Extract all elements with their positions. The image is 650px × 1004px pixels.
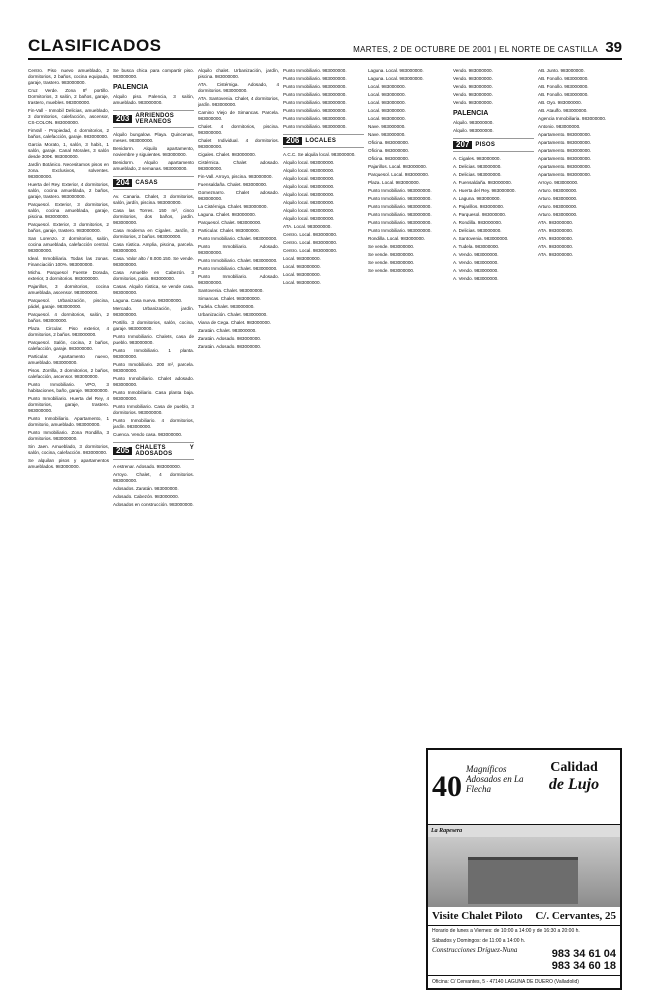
- classified-ad: Alquilo local. 983000000.: [283, 160, 335, 165]
- classified-ad: Punto Inmobiliario. 983000000.: [283, 108, 347, 113]
- category-name: LOCALES: [305, 138, 337, 144]
- classified-ad: Pajarillos, 3 dormitorios, cocina amueblada, ascensor. 983000000.: [28, 284, 109, 295]
- category-name: CASAS: [135, 180, 158, 186]
- classified-ad: Huerta del Rey. Exterior, 4 dormitorios, salón, cocina amueblada, 2 baños, garaje, trastero. 983000000.: [28, 182, 109, 199]
- classified-ad: Punto Inmobiliario. 983000000.: [368, 188, 432, 193]
- classified-ad: Cistérnica. Chalet adosado. 983000000.: [198, 160, 279, 171]
- classified-ad: Local. 983000000.: [368, 100, 406, 105]
- classified-ad: Pajarillos. Local. 983000000.: [368, 164, 427, 169]
- classified-ad: Punto Inmobiliario. Casa planta baja. 983000000.: [113, 390, 194, 401]
- classified-ad: Punto Inmobiliario. 983000000.: [283, 124, 347, 129]
- classified-ad: Chalet. 4 dormitorios, piscina. 983000000.: [198, 124, 279, 135]
- classified-ad: Plaza. Local. 983000000.: [368, 180, 420, 185]
- classified-ad: Casa las Torres. 150 m², cinco dormitorios, dos baños, jardín. 983000000.: [113, 208, 194, 225]
- classified-ad: Punto Inmobiliario. Chalet. 983000000.: [198, 258, 278, 263]
- classified-ad: Garcia Morato, 1, salón, 3 habit., 1 salón, garaje. Canal Morales, 3 salón desde 300€. 983000000.: [28, 142, 109, 159]
- classified-ad: A. Tudela. 983000000.: [453, 244, 500, 249]
- classified-ad: Parquesol. Local. 983000000.: [368, 172, 430, 177]
- classified-ad: A. Huerta del Rey. 983000000.: [453, 188, 516, 193]
- classified-ad: Adosados en construcción. 983000000.: [113, 502, 194, 507]
- classified-ad: Arroyo. 983000000.: [538, 180, 579, 185]
- classified-ad: Alquilo local. 983000000.: [283, 200, 335, 205]
- classified-ad: Laguna. Local. 983000000.: [368, 68, 424, 73]
- ad-slogan: Magníficos Adosados en La Flecha: [466, 764, 524, 794]
- ad-calidad: Calidad: [550, 760, 598, 775]
- classified-ad: Alquilo local. 983000000.: [283, 176, 335, 181]
- classified-ad: Parquesol. Exterior, 3 dormitorios, 2 baños, garaje, trastero. 983000000.: [28, 222, 109, 233]
- page-number: 39: [605, 39, 622, 56]
- classified-ad: A estrenar. Adosado. 983000000.: [113, 464, 181, 469]
- house-photo: [428, 837, 620, 907]
- classified-column: [198, 68, 279, 998]
- classified-ad: Rondilla. Local. 983000000.: [368, 236, 425, 241]
- classified-ad: A. Delicias. 983000000.: [453, 172, 502, 177]
- classified-ad: Zaratán. Chalet. 983000000.: [198, 328, 257, 333]
- classified-ad: A. Delicias. 983000000.: [453, 164, 502, 169]
- ad-visite: Visite Chalet Piloto: [432, 910, 523, 922]
- classified-ad: Alquilo local. 983000000.: [283, 184, 335, 189]
- classified-ad: Alquilo. 983000000.: [453, 120, 494, 125]
- classified-ad: A. Rondilla. 983000000.: [453, 220, 503, 225]
- ad-brand: La Rapesera: [431, 828, 463, 834]
- category-number: 207: [453, 141, 472, 149]
- classified-ad: Punto Inmobiliario. 983000000.: [368, 212, 432, 217]
- classified-ad: Laguna. Casa nueva. 983000000.: [113, 298, 183, 303]
- classified-ad: Benidorm. Alquilo apartamento, noviembre y siguientes. 983000000.: [113, 146, 194, 157]
- classified-ad: Local. 983000000.: [368, 116, 406, 121]
- classified-ad: Fin-Vall - Inmobil Delicias, amueblado, 3 dormitorios, calefacción, ascensor, CS-COLON. 983000000.: [28, 108, 109, 125]
- classified-ad: Centro. Local. 983000000.: [283, 240, 338, 245]
- classified-ad: Local. 983000000.: [283, 280, 321, 285]
- classified-ad: Adosados. Zaratán. 983000000.: [113, 486, 179, 491]
- classified-ad: ATA. 983000000.: [538, 236, 574, 241]
- classified-ad: Vendo. 983000000.: [453, 84, 493, 89]
- ad-phone: 983 34 61 04: [551, 948, 616, 960]
- classified-ad: Punto Inmobiliario. Adosado. 983000000.: [198, 274, 279, 285]
- classified-ad: Punto Inmobiliario. Apartamento, 1 dormitorio, amueblado. 983000000.: [28, 416, 109, 427]
- classified-ad: Cruz Verde. Zona 8º portillo. Dormitorios, 3 salón, 2 baños, garaje, trastero, muebles. 983000000.: [28, 88, 109, 105]
- ad-de-lujo: de Lujo: [548, 776, 600, 793]
- classified-ad: Alquilo local. 983000000.: [283, 168, 335, 173]
- category-number: 205: [113, 447, 132, 455]
- classified-ad: La Cistérniga. Chalet. 983000000.: [198, 204, 268, 209]
- classified-ad: Parquesol. Urbanización, piscina, pádel, garaje. 983000000.: [28, 298, 109, 309]
- classified-ad: Punto Inmobiliario. 4 dormitorios, jardín. 983000000.: [113, 418, 194, 429]
- classified-ad: Chalet Individual. 4 dormitorios. 983000000.: [198, 138, 279, 149]
- classified-ad: Arturo. 983000000.: [538, 212, 578, 217]
- classified-ad: Mercado. Urbanización, jardín. 983000000.: [113, 306, 194, 317]
- classified-ad: Centro. Local. 983000000.: [283, 248, 338, 253]
- classified-ad: Casas. Alquilo rústica, se vende casa. 983000000.: [113, 284, 194, 295]
- category-header: [113, 442, 194, 460]
- classified-ad: Parquesol. 4 dormitorios, salón, 2 baños. 983000000.: [28, 312, 109, 323]
- house-icon: [468, 857, 578, 904]
- classified-ad: Alquilo. 983000000.: [453, 128, 494, 133]
- classified-ad: Local. 983000000.: [283, 272, 321, 277]
- classified-column: [283, 68, 364, 998]
- classified-ad: Nave. 983000000.: [368, 132, 406, 137]
- classified-ad: AB. Fonollo. 983000000.: [538, 76, 589, 81]
- classified-ad: Camino Viejo de Simancas. Parcela. 983000000.: [198, 110, 279, 121]
- classified-ad: Cigales. Chalet. 983000000.: [198, 152, 256, 157]
- classified-ad: Local. 983000000.: [368, 84, 406, 89]
- category-header: [113, 110, 194, 128]
- subsection-heading: PALENCIA: [453, 110, 489, 117]
- classified-ad: Punto Inmobiliario. Casa de pueblo, 3 dormitorios. 983000000.: [113, 404, 194, 415]
- classified-ad: Parquesol. Salón, cocina, 2 baños, calefacción, garaje. 983000000.: [28, 340, 109, 351]
- classified-ad: Gomeznarro. Chalet adosado. 983000000.: [198, 190, 279, 201]
- classified-ad: Portillo. 3 dormitorios, salón, cocina, garaje. 983000000.: [113, 320, 194, 331]
- classified-ad: Punto Inmobiliario. Adosado. 983000000.: [198, 244, 279, 255]
- classified-ad: Jardín Botánico. Necesitamos pisos en zona. Exclusivos, solventes. 983000000.: [28, 162, 109, 179]
- classified-ad: Alquilo local. 983000000.: [283, 208, 335, 213]
- classified-ad: AB. Fonollo. 983000000.: [538, 84, 589, 89]
- classified-ad: Michu. Parquesol Fuente Dorada, exterior, 3 dormitorios. 983000000.: [28, 270, 109, 281]
- classified-ad: Local. 983000000.: [283, 264, 321, 269]
- classified-column: [28, 68, 109, 998]
- classified-ad: Oficina. 983000000.: [368, 156, 410, 161]
- classified-ad: Laguna. Chalet. 983000000.: [198, 212, 256, 217]
- classified-ad: Alquilo local. 983000000.: [283, 216, 335, 221]
- classified-ad: A. Parquesol. 983000000.: [453, 212, 507, 217]
- classified-ad: Punto Inmobiliario. 983000000.: [283, 92, 347, 97]
- classified-ad: Fin-Vall. Arroyo, piscina. 983000000.: [198, 174, 273, 179]
- classified-ad: Oficina. 983000000.: [368, 140, 410, 145]
- classified-ad: Alquilo chalet. Urbanización, jardín, piscina. 983000000.: [198, 68, 279, 79]
- classified-ad: Plaza Circular. Piso exterior, 4 dormitorios, 2 baños. 983000000.: [28, 326, 109, 337]
- classified-ad: Ideal. Inmobiliaria. Todas las zonas. Financiación 100%. 983000000.: [28, 256, 109, 267]
- ad-horario: Horario de lunes a Viernes: de 10:00 a 14:00 y de 16:30 a 20:00 h.: [432, 928, 580, 934]
- classified-ad: Nave. 983000000.: [368, 124, 406, 129]
- classified-ad: FinVall - Propiedad, 4 dormitorios, 2 baños, calefacción, garaje. 983000000.: [28, 128, 109, 139]
- classified-ad: ATA. 983000000.: [538, 228, 574, 233]
- classified-ad: Se alquilan pisos y apartamentos amueblados. 983000000.: [28, 458, 109, 469]
- classified-ad: A. Vendo. 983000000.: [453, 252, 499, 257]
- classified-ad: Punto Inmobiliario. Chalets, casa de pueblo. 983000000.: [113, 334, 194, 345]
- ad-calle: C/. Cervantes, 25: [535, 910, 616, 922]
- classified-ad: Centro. Piso nuevo amueblado, 2 dormitorios, 2 baños, cocina equipada, garaje, trastero. 983000000.: [28, 68, 109, 85]
- classified-ad: Se busca chica para compartir piso. 983000000.: [113, 68, 194, 79]
- classified-ad: Agencia Inmobiliaria. 983000000.: [538, 116, 607, 121]
- classified-ad: Arturo. 983000000.: [538, 196, 578, 201]
- category-number: 206: [283, 137, 302, 145]
- ad-visit-line: [428, 907, 620, 926]
- classified-ad: AB. Oyo. 983000000.: [538, 100, 582, 105]
- classified-ad: Local. 983000000.: [368, 108, 406, 113]
- classified-ad: Zaratán. Adosado. 983000000.: [198, 344, 262, 349]
- real-estate-advertisement: [426, 748, 622, 990]
- classified-ad: ATA. Local. 983000000.: [283, 224, 332, 229]
- classified-ad: Punto Inmobiliario. 983000000.: [283, 76, 347, 81]
- classified-ad: Centro. Local. 983000000.: [283, 232, 338, 237]
- classified-ad: A. Cigales. 983000000.: [453, 156, 501, 161]
- classified-ad: A. Laguna. 983000000.: [453, 196, 501, 201]
- classified-ad: Alquilo local. 983000000.: [283, 192, 335, 197]
- classified-ad: AB. Junto. 983000000.: [538, 68, 585, 73]
- classified-ad: Se vende. 983000000.: [368, 244, 415, 249]
- classified-ad: Punto Inmobiliario. Chalet. 983000000.: [198, 236, 278, 241]
- classified-ad: Punto Inmobiliario. 983000000.: [283, 100, 347, 105]
- classified-ad: ATA. 983000000.: [538, 220, 574, 225]
- classified-ad: Viana de Cega. Chalet. 983000000.: [198, 320, 271, 325]
- classified-ad: Zaratán. Adosado. 983000000.: [198, 336, 262, 341]
- classified-ad: Vendo. 983000000.: [453, 92, 493, 97]
- classified-ad: Punto Inmobiliario. 983000000.: [368, 196, 432, 201]
- ad-number: 40: [432, 770, 462, 803]
- classified-ad: AB. Ataulfo. 983000000.: [538, 108, 588, 113]
- classified-ad: Casa Amueble en Cabezón. 3 dormitorios, patio. 983000000.: [113, 270, 194, 281]
- classified-ad: Punto Inmobiliario. 983000000.: [368, 220, 432, 225]
- classified-ad: A. Delicias. 983000000.: [453, 228, 502, 233]
- classified-ad: Se vende. 983000000.: [368, 252, 415, 257]
- classified-column: [113, 68, 194, 998]
- classified-ad: Casa. Valor alto / 8.000.150. Se vende. 983000000.: [113, 256, 194, 267]
- ad-subbrand: Construcciones Dríguez-Nuna: [432, 946, 518, 954]
- category-name: PISOS: [475, 142, 496, 148]
- classified-ad: ATA. 983000000.: [538, 252, 574, 257]
- classified-ad: Fuensaldaña. Chalet. 983000000.: [198, 182, 268, 187]
- classified-ad: Punto Inmobiliario. VPO, 3 habitaciones, baño, garaje. 983000000.: [28, 382, 109, 393]
- classified-ad: Vendo. 983000000.: [453, 100, 493, 105]
- ad-brand-band: [428, 825, 620, 837]
- classified-ad: Apartamento. 983000000.: [538, 148, 592, 153]
- classified-ad: Punto Inmobiliario. Huerta del Rey, 4 dormitorios, garaje, trastero. 983000000.: [28, 396, 109, 413]
- category-header: [113, 176, 194, 190]
- classified-ad: ATA. 983000000.: [538, 244, 574, 249]
- classified-ad: Particular. Apartamento nuevo, amueblado. 983000000.: [28, 354, 109, 365]
- subsection-heading: PALENCIA: [113, 84, 149, 91]
- category-header: [453, 138, 534, 152]
- category-name: CHALETS Y ADOSADOS: [135, 445, 194, 457]
- classified-ad: Pisos. Zorrilla, 3 dormitorios, 2 baños, calefacción, ascensor. 983000000.: [28, 368, 109, 379]
- classified-ad: Punto Inmobiliario. 200 m², parcela. 983000000.: [113, 362, 194, 373]
- section-title: CLASIFICADOS: [28, 36, 162, 55]
- classified-ad: Punto Inmobiliario. 983000000.: [368, 204, 432, 209]
- classified-ad: Apartamento. 983000000.: [538, 156, 592, 161]
- classified-ad: Urbanización. Chalet. 983000000.: [198, 312, 268, 317]
- classified-ad: A. Santovenia. 983000000.: [453, 236, 509, 241]
- classified-ad: Arturo. 983000000.: [538, 204, 578, 209]
- category-number: 204: [113, 179, 132, 187]
- classified-ad: AB. Fonollo. 983000000.: [538, 92, 589, 97]
- classified-ad: Apartamento. 983000000.: [538, 164, 592, 169]
- classified-ad: Arturo. 983000000.: [538, 188, 578, 193]
- category-number: 203: [113, 115, 132, 123]
- classified-ad: Local. 983000000.: [283, 256, 321, 261]
- classified-ad: Punto Inmobiliario. 983000000.: [283, 68, 347, 73]
- classified-ad: A. Vendo. 983000000.: [453, 260, 499, 265]
- classified-ad: Apartamento. 983000000.: [538, 132, 592, 137]
- classified-ad: A. Vendo. 983000000.: [453, 276, 499, 281]
- dateline: MARTES, 2 DE OCTUBRE DE 2001 | EL NORTE DE CASTILLA: [353, 45, 598, 54]
- classified-ad: Punto Inmobiliario. 983000000.: [368, 228, 432, 233]
- classified-ad: Local. 983000000.: [368, 92, 406, 97]
- classified-ad: Particular. Chalet. 983000000.: [198, 228, 260, 233]
- classified-ad: Tudela. Chalet. 983000000.: [198, 304, 255, 309]
- classified-ad: Adosado. Cabezón. 983000000.: [113, 494, 179, 499]
- ad-right: [528, 750, 620, 824]
- classified-ad: Benidorm. Alquilo apartamento amueblado, 2 semanas. 983000000.: [113, 160, 194, 171]
- classified-ad: Punto Inmobiliario. Chalet adosado. 983000000.: [113, 376, 194, 387]
- classified-ad: A. Fuensaldaña. 983000000.: [453, 180, 513, 185]
- classified-ad: Punto Inmobiliario. Chalet. 983000000.: [198, 266, 278, 271]
- classified-ad: Casa moderna en Cigales. Jardín, 3 dormitorios, 2 baños. 983000000.: [113, 228, 194, 239]
- classified-ad: Av. Canaria. Chalet, 3 dormitorios, salón, jardín, piscina. 983000000.: [113, 194, 194, 205]
- classified-ad: Punto Inmobiliario. 983000000.: [283, 84, 347, 89]
- classified-ad: Alquilo bungalow. Playa. Quincenas, meses. 983000000.: [113, 132, 194, 143]
- classified-ad: San Lorenzo. 2 dormitorios, salón, cocina amueblada, calefacción central. 983000000.: [28, 236, 109, 253]
- classified-ad: Parquesol. Exterior, 3 dormitorios, salón, cocina amueblada, garaje, piscina. 983000000.: [28, 202, 109, 219]
- ad-footer: Oficina: C/ Cervantes, 5 - 47140 LAGUNA DE DUERO (Valladolid): [428, 975, 620, 988]
- classified-ad: ATA. Santovenia. Chalet, 4 dormitorios, jardín. 983000000.: [198, 96, 279, 107]
- classified-ad: Arroyo. Chalet, 4 dormitorios. 983000000.: [113, 472, 194, 483]
- classified-ad: Se vende. 983000000.: [368, 268, 415, 273]
- classified-ad: Laguna. Local. 983000000.: [368, 76, 424, 81]
- classified-ad: Oficina. 983000000.: [368, 148, 410, 153]
- classified-ad: A. Pajarillos. 983000000.: [453, 204, 505, 209]
- classified-ad: Santovenia. Chalet. 983000000.: [198, 288, 264, 293]
- classified-ad: Sin Jaen. Amueblado, 3 dormitorios, salón, cocina, calefacción. 983000000.: [28, 444, 109, 455]
- classified-ad: Alquilo piso. Palencia, 3 salón, amueblado. 983000000.: [113, 94, 194, 105]
- classified-ad: Apartamento. 983000000.: [538, 140, 592, 145]
- classified-ad: Vendo. 983000000.: [453, 76, 493, 81]
- classified-ad: A. Vendo. 983000000.: [453, 268, 499, 273]
- ad-top: [428, 750, 620, 825]
- masthead: [28, 24, 622, 60]
- ad-sabados: Sábados y Domingos: de 11:00 a 14:00 h.: [432, 938, 526, 944]
- classified-ad: Punto Inmobiliario. 983000000.: [283, 116, 347, 121]
- classified-ad: Apartamento. 983000000.: [538, 172, 592, 177]
- classified-ad: Vendo. 983000000.: [453, 68, 493, 73]
- category-name: ARRIENDOS VERANEOS: [135, 113, 175, 125]
- classified-ad: ATA. Cistérniga. Adosado, 4 dormitorios. 983000000.: [198, 82, 279, 93]
- classified-ad: Simancas. Chalet. 983000000.: [198, 296, 261, 301]
- ad-phones: [552, 948, 616, 972]
- classified-ad: Se vende. 983000000.: [368, 260, 415, 265]
- classified-ad: Antonio. 983000000.: [538, 124, 581, 129]
- classified-ad: Casa rústica. Amplia, piscina, parcela. 983000000.: [113, 242, 194, 253]
- classified-ad: Parquesol. Chalet. 983000000.: [198, 220, 262, 225]
- category-header: [283, 134, 364, 148]
- ad-phone: 983 34 60 18: [551, 960, 616, 972]
- classified-ad: A.C.C. Se alquila local. 983000000.: [283, 152, 356, 157]
- classified-ad: Cuenca. Vendo casa. 983000000.: [113, 432, 183, 437]
- classified-ad: Punto Inmobiliario. Zona Rondilla, 3 dormitorios. 983000000.: [28, 430, 109, 441]
- classified-ad: Punto Inmobiliario. 1 planta. 983000000.: [113, 348, 194, 359]
